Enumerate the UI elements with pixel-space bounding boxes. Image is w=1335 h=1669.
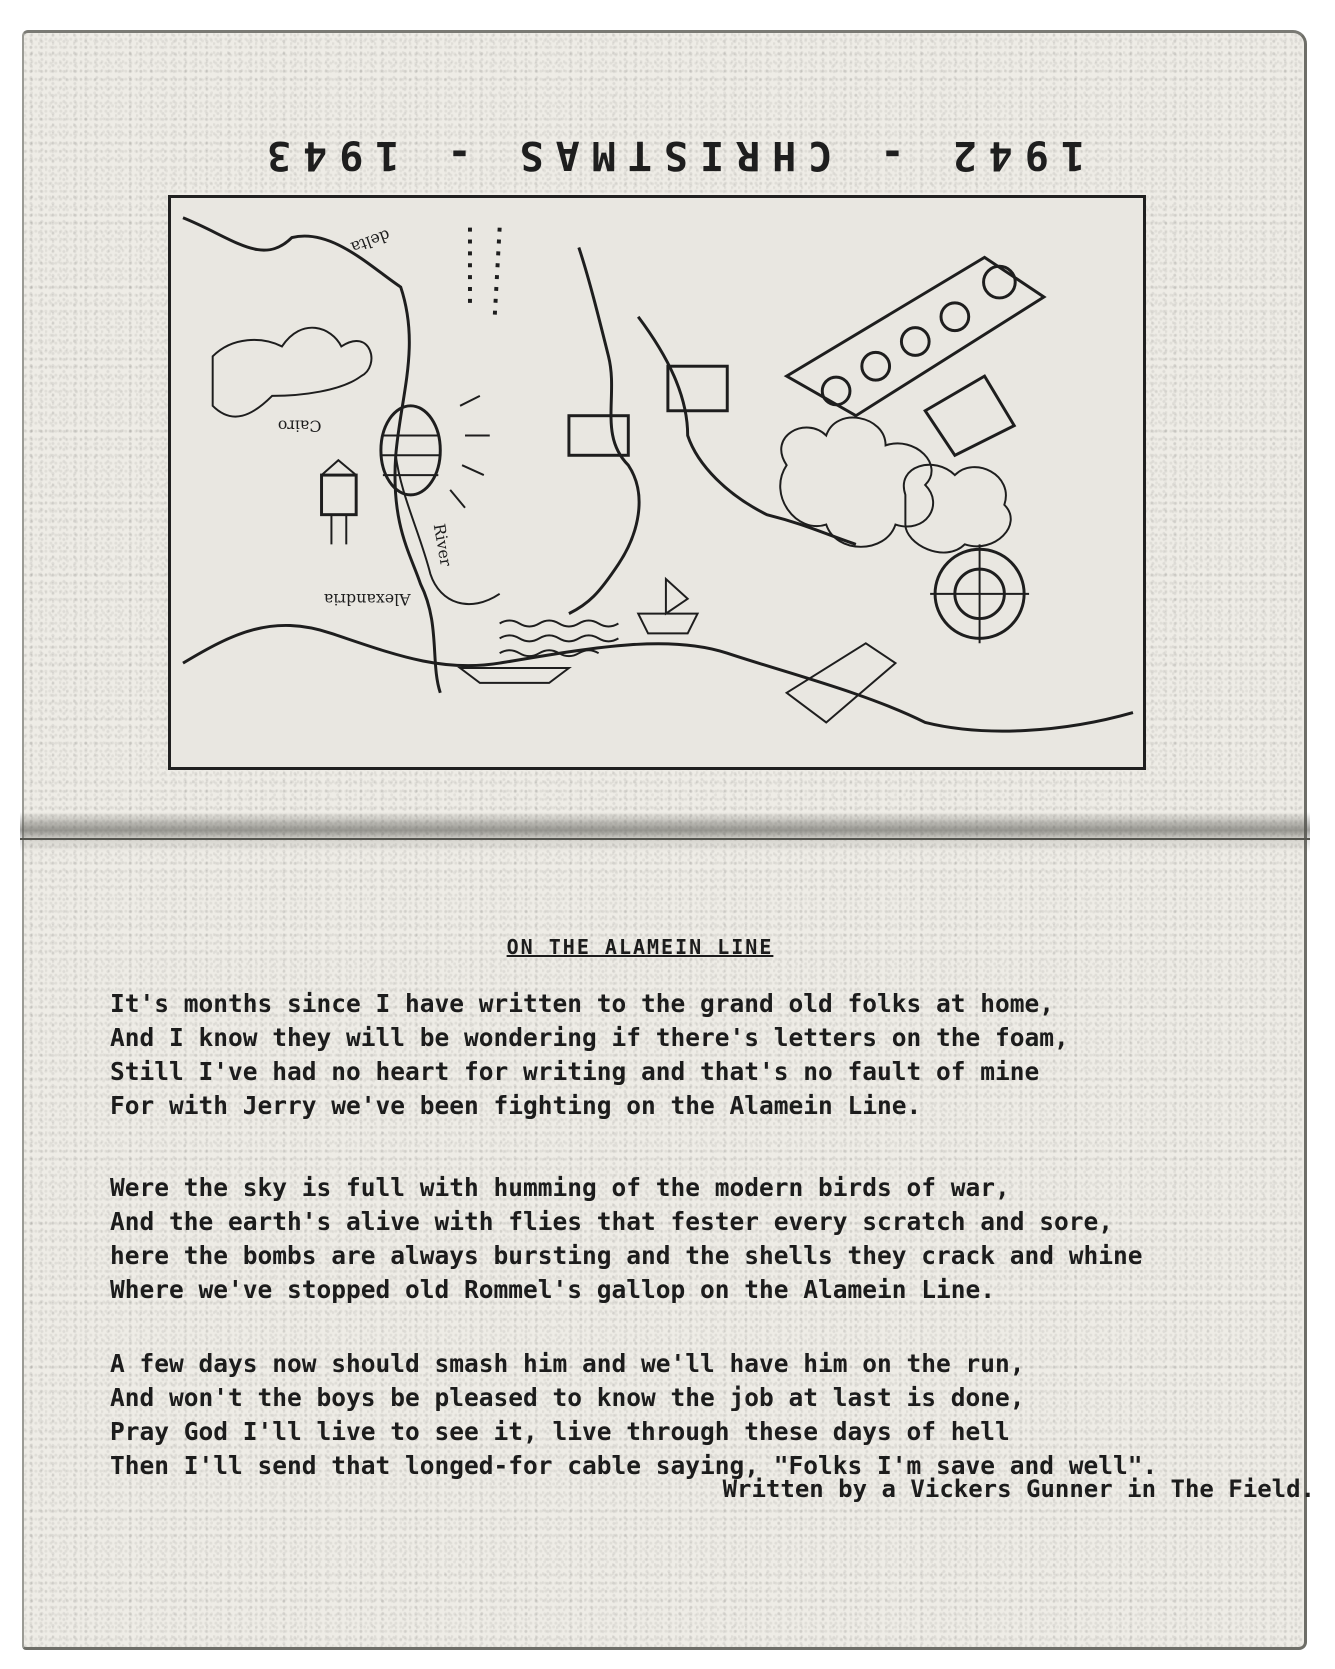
poem-line: A few days now should smash him and we'll have him on the run, [110, 1349, 1025, 1378]
poem-line: Pray God I'll live to see it, live through these days of hell [110, 1417, 1010, 1446]
camel-drawing [213, 328, 372, 417]
boat-drawing [638, 579, 697, 633]
label-alexandria: Alexandria [323, 589, 411, 609]
dotted-route [470, 228, 500, 317]
poem-title: ON THE ALAMEIN LINE [506, 935, 774, 959]
label-cairo: Cairo [277, 416, 322, 436]
poem-line: Then I'll send that longed-for cable saying, "Folks I'm save and well". [110, 1451, 1158, 1480]
sea-waves [500, 621, 619, 657]
cartoon-illustration [168, 195, 1146, 770]
shoreline-path [183, 625, 1133, 731]
card-fold-shadow [20, 812, 1310, 852]
label-delta: delta [348, 225, 393, 258]
poem-stanza [110, 1347, 1300, 1483]
cartoon-drawing [171, 198, 1143, 767]
barrel-drawing [381, 406, 440, 495]
poem-line: It's months since I have written to the grand old folks at home, [110, 989, 1055, 1018]
poem-line: Still I've had no heart for writing and that's no fault of mine [110, 1057, 1040, 1086]
poem-stanza [110, 1171, 1300, 1307]
poem-line: And I know they will be wondering if there's letters on the foam, [110, 1023, 1069, 1052]
building-drawing [322, 475, 357, 515]
sun-rays [450, 396, 490, 508]
tank-drawing [787, 257, 1044, 455]
poem-line: Were the sky is full with humming of the modern birds of war, [110, 1173, 1010, 1202]
label-river: River [429, 522, 456, 568]
poem-line: And the earth's alive with flies that fester every scratch and sore, [110, 1207, 1114, 1236]
explosion-cloud-2 [904, 465, 1011, 553]
poem-line: here the bombs are always bursting and the shells they crack and whine [110, 1241, 1143, 1270]
poem-line: For with Jerry we've been fighting on the Alamein Line. [110, 1091, 922, 1120]
poem-stanza [110, 987, 1300, 1123]
poem-line: And won't the boys be pleased to know the job at last is done, [110, 1383, 1025, 1412]
card-header-title: 1942 - CHRISTMAS - 1943 [255, 132, 1085, 178]
plane-drawing [460, 668, 569, 683]
poem-attribution: Written by a Vickers Gunner in The Field. [722, 1475, 1315, 1503]
soldier-boot [569, 416, 628, 456]
poem-block [110, 935, 1300, 1625]
card-fold-line [20, 838, 1310, 840]
explosion-cloud [780, 418, 933, 547]
poem-line: Where we've stopped old Rommel's gallop on the Alamein Line. [110, 1275, 996, 1304]
soldier-figure [569, 247, 856, 613]
gun-drawing [787, 643, 896, 722]
